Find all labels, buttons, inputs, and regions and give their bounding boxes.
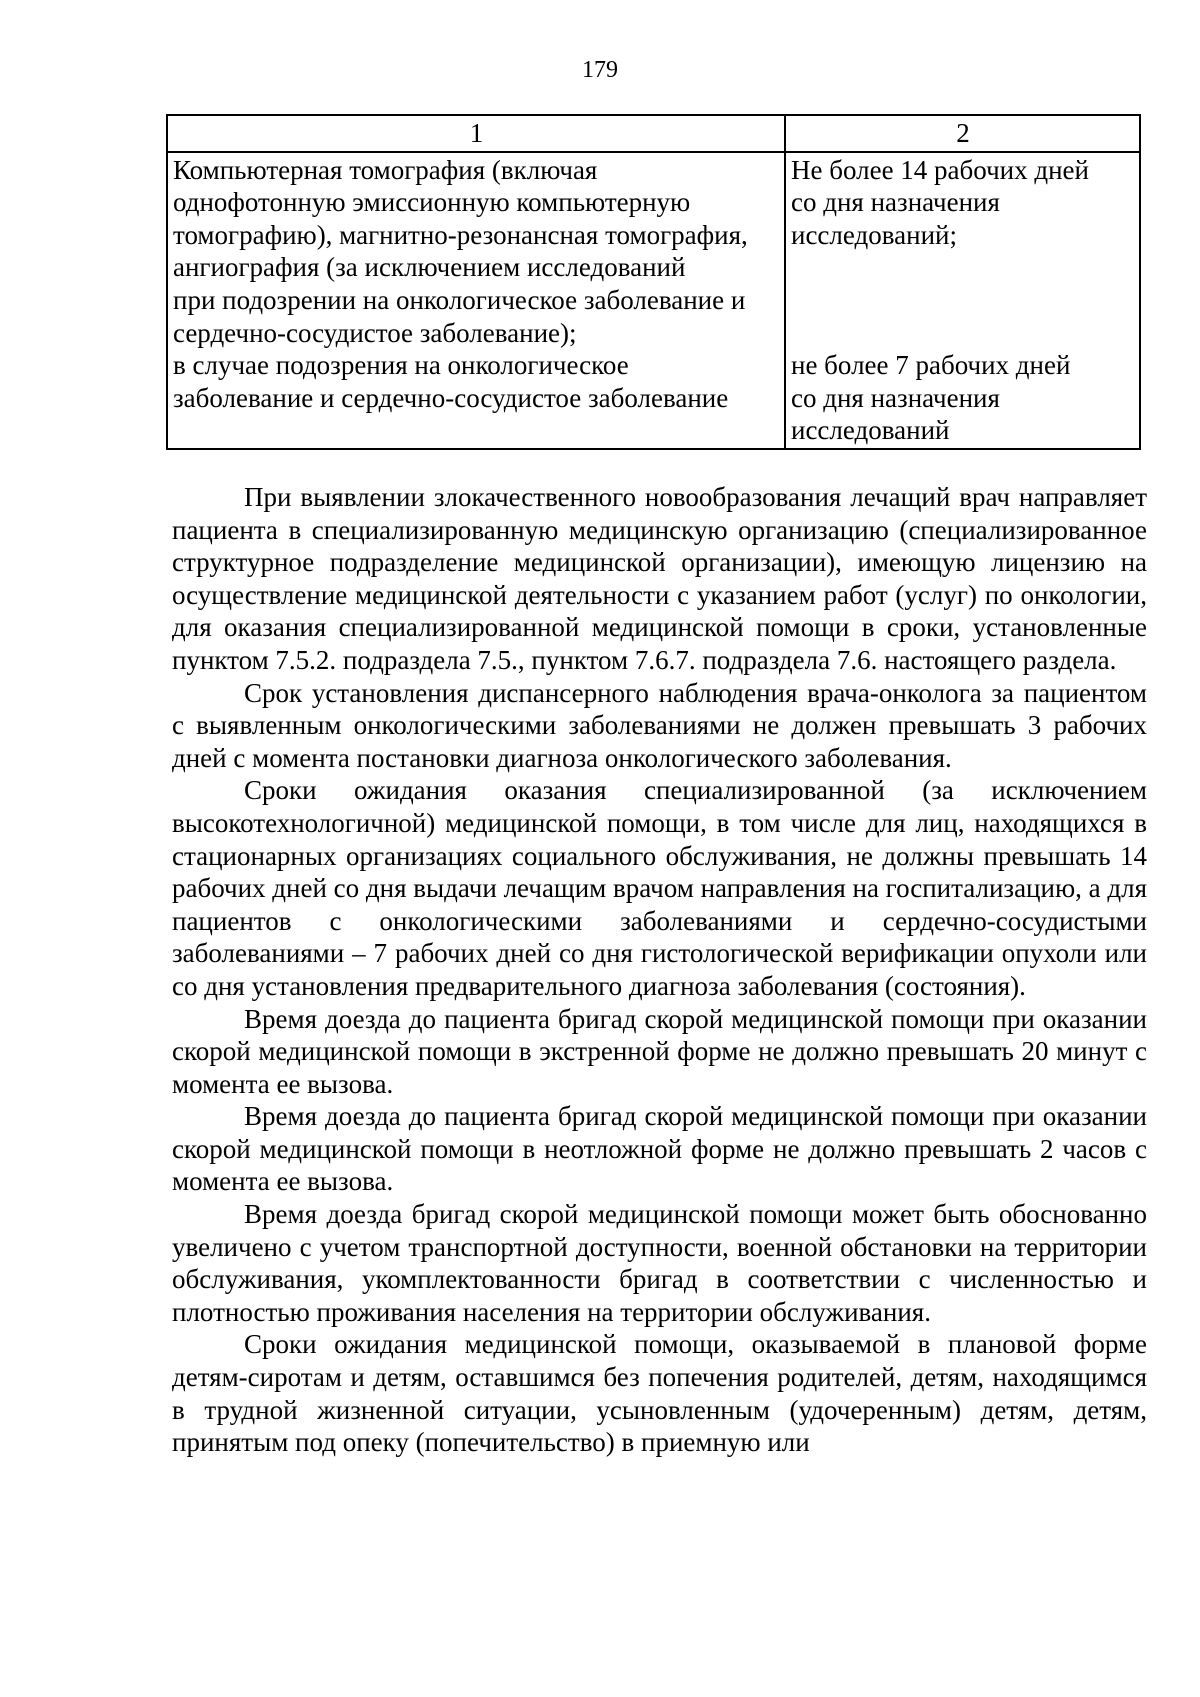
paragraph: Время доезда до пациента бригад скорой медицинской помощи при оказании скорой медицинской помощи в экстренной форме не должно превышать 20 минут с момента ее вызова. — [172, 1003, 1147, 1099]
table-cell-examination-type — [167, 152, 785, 449]
paragraph: Время доезда бригад скорой медицинской помощи может быть обоснованно увеличено с учетом транспортной доступности, военной обстановки на территории обслуживания, укомплектованности бригад в соответствии с численностью и плотностью проживания населения на территории обслуживания. — [172, 1199, 1147, 1327]
cell-text-line: исследований — [791, 415, 950, 446]
paragraph: Срок установления диспансерного наблюдения врача-онколога за пациентом с выявленным онкологическими заболеваниями не должен превышать 3 рабочих дней с момента постановки диагноза онкологического заболевания. — [172, 677, 1147, 773]
cell-text-line: заболевание и сердечно-сосудистое заболевание — [173, 382, 729, 413]
waiting-times-table — [166, 114, 1141, 450]
cell-text-line: со дня назначения — [791, 187, 1000, 218]
cell-text-line: сердечно-сосудистое заболевание); — [173, 317, 577, 348]
page-number: 179 — [582, 57, 618, 83]
cell-text-line: Не более 14 рабочих дней — [791, 154, 1089, 185]
cell-text-line — [791, 317, 1135, 350]
cell-text-line: томографию), магнитно-резонансная томография, — [173, 219, 748, 250]
paragraph: При выявлении злокачественного новообразования лечащий врач направляет пациента в специализированную медицинскую организацию (специализированное структурное подразделение медицинской организации), имеющую лицензию на осуществление медицинской деятельности с указанием работ (услуг) по онкологии, для оказания специализированной медицинской помощи в сроки, установленные пунктом 7.5.2. подраздела 7.5., пунктом 7.6.7. подраздела 7.6. настоящего раздела. — [172, 482, 1147, 675]
cell-text-line: ангиография (за исключением исследований — [173, 252, 686, 283]
table-header-row — [167, 115, 1140, 152]
paragraph: Сроки ожидания медицинской помощи, оказываемой в плановой форме детям-сиротам и детям, оставшимся без попечения родителей, детям, находящимся в трудной жизненной ситуации, усыновленным (удочеренным) детям, детям, принятым под опеку (попечительство) в приемную или — [172, 1329, 1147, 1458]
table-header-cell-2: 2 — [785, 115, 1140, 152]
cell-text-line: в случае подозрения на онкологическое — [173, 350, 629, 381]
cell-text-line: при подозрении на онкологическое заболевание и — [173, 284, 746, 315]
cell-text-line: не более 7 рабочих дней — [791, 350, 1071, 381]
table-cell-waiting-period — [785, 152, 1140, 449]
table-header-cell-1: 1 — [167, 115, 785, 152]
cell-text-line: со дня назначения — [791, 382, 1000, 413]
cell-text-line: Компьютерная томография (включая — [173, 154, 598, 185]
paragraph: Сроки ожидания оказания специализированной (за исключением высокотехнологичной) медицинской помощи, в том числе для лиц, находящихся в стационарных организациях социального обслуживания, не должны превышать 14 рабочих дней со дня выдачи лечащим врачом направления на госпитализацию, а для пациентов с онкологическими заболеваниями и сердечно-сосудистыми заболеваниями – 7 рабочих дней со дня гистологической верификации опухоли или со дня установления предварительного диагноза заболевания (состояния). — [172, 775, 1147, 1001]
cell-text-line — [791, 251, 1135, 284]
cell-text-line — [791, 284, 1135, 317]
body-text — [172, 481, 1147, 1459]
paragraph: Время доезда до пациента бригад скорой медицинской помощи при оказании скорой медицинской помощи в неотложной форме не должно превышать 2 часов с момента ее вызова. — [172, 1101, 1147, 1197]
table-row — [167, 152, 1140, 449]
cell-text-line: исследований; — [791, 219, 957, 250]
cell-text-line: однофотонную эмиссионную компьютерную — [173, 187, 691, 218]
